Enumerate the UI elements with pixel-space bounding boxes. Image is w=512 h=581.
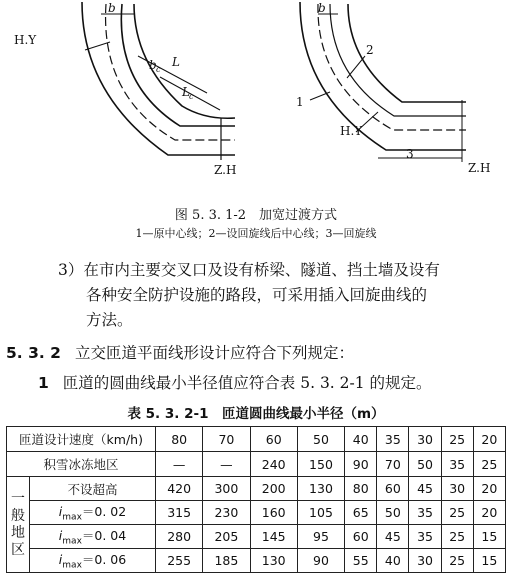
table-cell: 130 — [297, 477, 344, 501]
imax-symbol: i — [58, 504, 63, 520]
table-cell: 50 — [297, 427, 344, 452]
table-cell: 25 — [441, 525, 473, 549]
figure-caption: 图 5. 3. 1-2 加宽过渡方式 — [174, 208, 338, 223]
right-outer-edge — [300, 2, 466, 150]
table-cell: — — [203, 452, 250, 477]
table-cell: 25 — [441, 427, 473, 452]
paragraph-3 — [58, 258, 506, 333]
table-row — [7, 525, 506, 549]
table-cell: 25 — [473, 452, 505, 477]
zh-label-left: Z.H — [214, 163, 237, 177]
label-3: 3 — [406, 147, 414, 161]
Lc-label-sub: c — [189, 92, 194, 101]
table-cell: 35 — [377, 427, 409, 452]
hy-label-right: H.Y — [340, 124, 363, 138]
imax-value: ＝0. 02 — [81, 504, 127, 520]
item-number: 1 — [38, 374, 49, 392]
paragraph-3-line-1: 3）在市内主要交叉口及设有桥梁、隧道、挡土墙及设有 — [58, 261, 440, 279]
table-cell: 40 — [377, 549, 409, 573]
table-cell: 55 — [345, 549, 377, 573]
table-cell: — — [156, 452, 203, 477]
table-cell: 60 — [345, 525, 377, 549]
table-cell: 145 — [250, 525, 297, 549]
row-label — [30, 501, 156, 525]
paragraph-3-line-2: 各种安全防护设施的路段，可采用插入回旋曲线的 — [86, 286, 428, 304]
table-cell: 80 — [156, 427, 203, 452]
table-cell: 70 — [377, 452, 409, 477]
table-row — [7, 477, 506, 501]
row-label: 不设超高 — [30, 477, 156, 501]
table-cell: 65 — [345, 501, 377, 525]
b-label-top-right: b — [318, 1, 326, 15]
zh-label-right: Z.H — [468, 161, 491, 175]
table-cell: 45 — [409, 477, 441, 501]
table-cell: 255 — [156, 549, 203, 573]
label-2: 2 — [366, 43, 374, 57]
speed-header: 匝道设计速度（km/h) — [7, 427, 156, 452]
table-cell: 105 — [297, 501, 344, 525]
b-label-top-left: b — [108, 1, 116, 15]
table-cell: 280 — [156, 525, 203, 549]
table-cell: 70 — [203, 427, 250, 452]
table-cell: 300 — [203, 477, 250, 501]
table-row — [7, 549, 506, 573]
snow-header: 积雪冰冻地区 — [7, 452, 156, 477]
item-text: 匝道的圆曲线最小半径值应符合表 5. 3. 2-1 的规定。 — [62, 374, 432, 392]
table-cell: 50 — [377, 501, 409, 525]
table-cell: 200 — [250, 477, 297, 501]
table-cell: 15 — [473, 549, 505, 573]
table-row — [7, 452, 506, 477]
imax-subscript: max — [62, 560, 82, 571]
table-cell: 30 — [441, 477, 473, 501]
table-cell: 35 — [441, 452, 473, 477]
table-cell: 80 — [345, 477, 377, 501]
table-cell: 130 — [250, 549, 297, 573]
table-cell: 20 — [473, 501, 505, 525]
table-cell: 25 — [441, 501, 473, 525]
table-cell: 20 — [473, 477, 505, 501]
table-cell: 95 — [297, 525, 344, 549]
table-cell: 60 — [250, 427, 297, 452]
clause-5-3-2 — [6, 341, 354, 363]
Lc-label: L — [182, 85, 190, 99]
table-cell: 35 — [409, 525, 441, 549]
table-cell: 35 — [409, 501, 441, 525]
table-cell: 90 — [345, 452, 377, 477]
general-area-label: 一般地区 — [7, 477, 30, 573]
right-diagram — [300, 2, 466, 150]
table-cell: 45 — [377, 525, 409, 549]
imax-value: ＝0. 04 — [81, 528, 127, 544]
table-cell: 50 — [409, 452, 441, 477]
table-cell: 205 — [203, 525, 250, 549]
row-label — [30, 525, 156, 549]
table-cell: 315 — [156, 501, 203, 525]
table-cell: 30 — [409, 549, 441, 573]
imax-subscript: max — [62, 512, 82, 523]
table-cell: 30 — [409, 427, 441, 452]
hy-label-left: H.Y — [14, 33, 37, 47]
b-label-mid-sub: c — [156, 65, 161, 74]
table-row — [7, 427, 506, 452]
clause-number: 5. 3. 2 — [6, 344, 61, 362]
min-radius-table — [6, 426, 506, 573]
left-diagram — [82, 2, 235, 155]
imax-symbol: i — [58, 528, 63, 544]
imax-value: ＝0. 06 — [81, 552, 127, 568]
table-cell: 90 — [297, 549, 344, 573]
item-1 — [38, 371, 432, 393]
paragraph-3-line-3: 方法。 — [86, 311, 133, 329]
table-cell: 25 — [441, 549, 473, 573]
b-label-mid: b — [149, 58, 157, 72]
L-label: L — [172, 55, 180, 69]
table-cell: 15 — [473, 525, 505, 549]
row-label — [30, 549, 156, 573]
label-1: 1 — [296, 95, 304, 109]
widening-transition-figure — [0, 0, 512, 200]
table-caption: 表 5. 3. 2-1 匝道圆曲线最小半径（m） — [127, 406, 385, 422]
imax-subscript: max — [62, 536, 82, 547]
table-row — [7, 501, 506, 525]
table-cell: 240 — [250, 452, 297, 477]
clause-text: 立交匝道平面线形设计应符合下列规定： — [74, 344, 354, 362]
table-cell: 40 — [345, 427, 377, 452]
table-cell: 230 — [203, 501, 250, 525]
table-cell: 185 — [203, 549, 250, 573]
table-cell: 20 — [473, 427, 505, 452]
imax-symbol: i — [58, 552, 63, 568]
figure-legend: 1—原中心线；2—设回旋线后中心线；3—回旋线 — [135, 227, 377, 240]
table-cell: 420 — [156, 477, 203, 501]
table-cell: 150 — [297, 452, 344, 477]
table-cell: 160 — [250, 501, 297, 525]
table-cell: 60 — [377, 477, 409, 501]
